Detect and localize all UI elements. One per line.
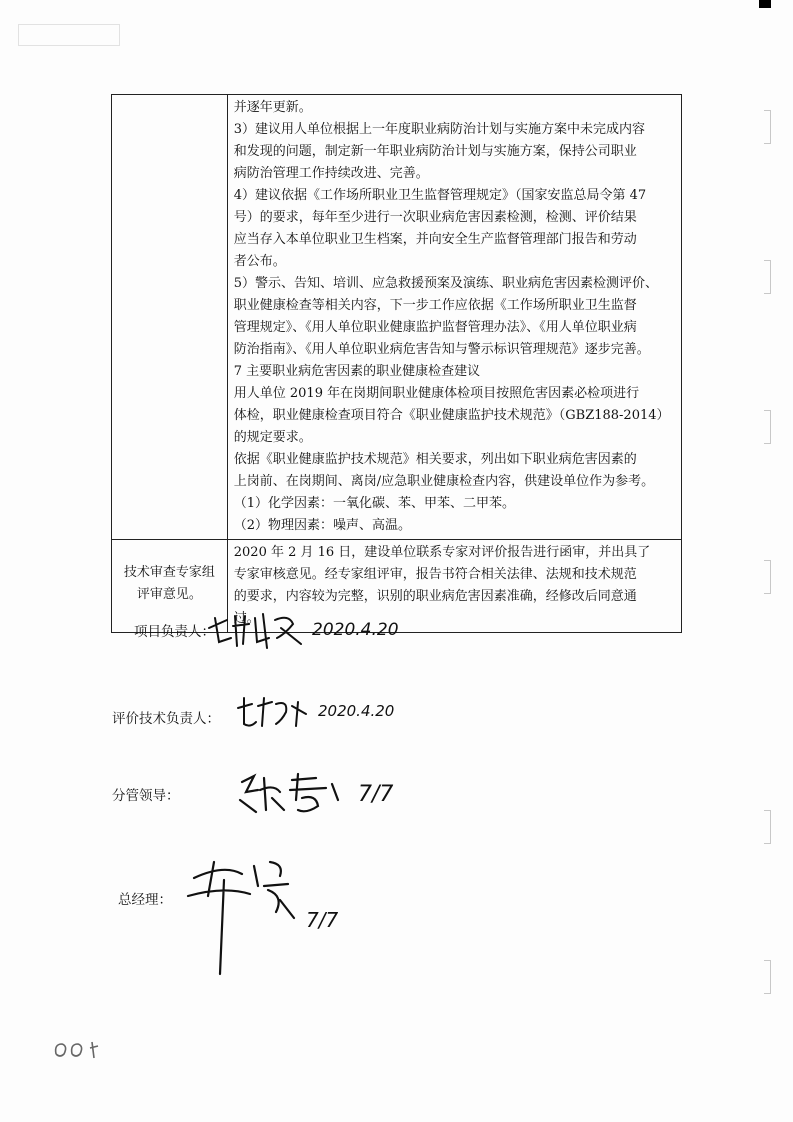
content-line: 防治指南》、《用人单位职业病危害告知与警示标识管理规范》逐步完善。 — [233, 342, 650, 357]
edge-bracket — [764, 260, 771, 294]
section-heading: 7 主要职业病危害因素的职业健康检查建议 — [233, 364, 481, 379]
tech-lead-date: 2020.4.20 — [318, 702, 395, 720]
gm-date: 7/7 — [306, 908, 339, 932]
content-line: 4）建议依据《工作场所职业卫生监督管理规定》（国家安监总局令第 47 — [233, 188, 647, 203]
handwritten-signature — [236, 770, 346, 820]
review-label: 技术审查专家组 — [123, 565, 215, 580]
content-line: 号）的要求，每年至少进行一次职业病危害因素检测，检测、评价结果 — [233, 210, 637, 225]
row1-label-cell — [112, 95, 228, 540]
content-line: （1）化学因素：一氧化碳、苯、甲苯、二甲苯。 — [233, 496, 516, 511]
content-line: 的规定要求。 — [233, 430, 312, 445]
faint-stamp — [18, 24, 120, 46]
row1-content-cell — [227, 95, 681, 540]
content-line: 并逐年更新。 — [233, 100, 312, 115]
content-line: 者公布。 — [233, 254, 286, 269]
content-line: 应当存入本单位职业卫生档案，并向安全生产监督管理部门报告和劳动 — [233, 232, 637, 247]
handwritten-signature — [232, 694, 312, 734]
content-line: 体检，职业健康检查项目符合《职业健康监护技术规范》（GBZ188-2014） — [233, 408, 670, 423]
project-lead-date: 2020.4.20 — [312, 620, 399, 640]
manager-date: 7/7 — [358, 782, 394, 807]
edge-bracket — [764, 810, 771, 844]
review-table — [111, 94, 682, 633]
content-line: （2）物理因素：噪声、高温。 — [233, 518, 412, 533]
manager-label: 分管领导： — [112, 788, 180, 804]
edge-bracket — [764, 960, 771, 994]
content-line: 3）建议用人单位根据上一年度职业病防治计划与实施方案中未完成内容 — [233, 122, 646, 137]
gm-label: 总经理： — [118, 892, 172, 908]
table-row — [112, 540, 682, 633]
corner-mark — [759, 0, 771, 8]
content-line: 职业健康检查等相关内容，下一步工作应依据《工作场所职业卫生监督 — [233, 298, 637, 313]
content-line: 病防治管理工作持续改进、完善。 — [233, 166, 429, 181]
content-line: 管理规定》、《用人单位职业健康监护监督管理办法》、《用人单位职业病 — [233, 320, 637, 335]
content-line: 上岗前、在岗期间、离岗/应急职业健康检查内容，供建设单位作为参考。 — [233, 474, 655, 489]
content-line: 的要求，内容较为完整，识别的职业病危害因素准确，经修改后同意通 — [233, 589, 637, 604]
handwritten-signature — [184, 856, 304, 986]
content-line: 依据《职业健康监护技术规范》相关要求，列出如下职业病危害因素的 — [233, 452, 637, 467]
edge-bracket — [764, 110, 771, 144]
content-line: 和发现的问题，制定新一年职业病防治计划与实施方案，保持公司职业 — [233, 144, 637, 159]
content-line: 专家审核意见。经专家组评审，报告书符合相关法律、法规和技术规范 — [233, 567, 637, 582]
page-number-mark — [52, 1036, 106, 1062]
project-lead-label: 项目负责人： — [134, 624, 215, 640]
review-label: 评审意见。 — [136, 587, 202, 602]
edge-bracket — [764, 560, 771, 594]
handwritten-signature — [205, 608, 310, 652]
tech-lead-label: 评价技术负责人： — [112, 711, 220, 727]
content-line: 5）警示、告知、培训、应急救援预案及演练、职业病危害因素检测评价、 — [233, 276, 659, 291]
content-line: 用人单位 2019 年在岗期间职业健康体检项目按照危害因素必检项进行 — [233, 386, 640, 401]
content-line: 过。 — [233, 611, 260, 626]
table-row — [112, 95, 682, 540]
content-line: 2020 年 2 月 16 日，建设单位联系专家对评价报告进行函审，并出具了 — [233, 545, 651, 560]
edge-bracket — [764, 410, 771, 444]
